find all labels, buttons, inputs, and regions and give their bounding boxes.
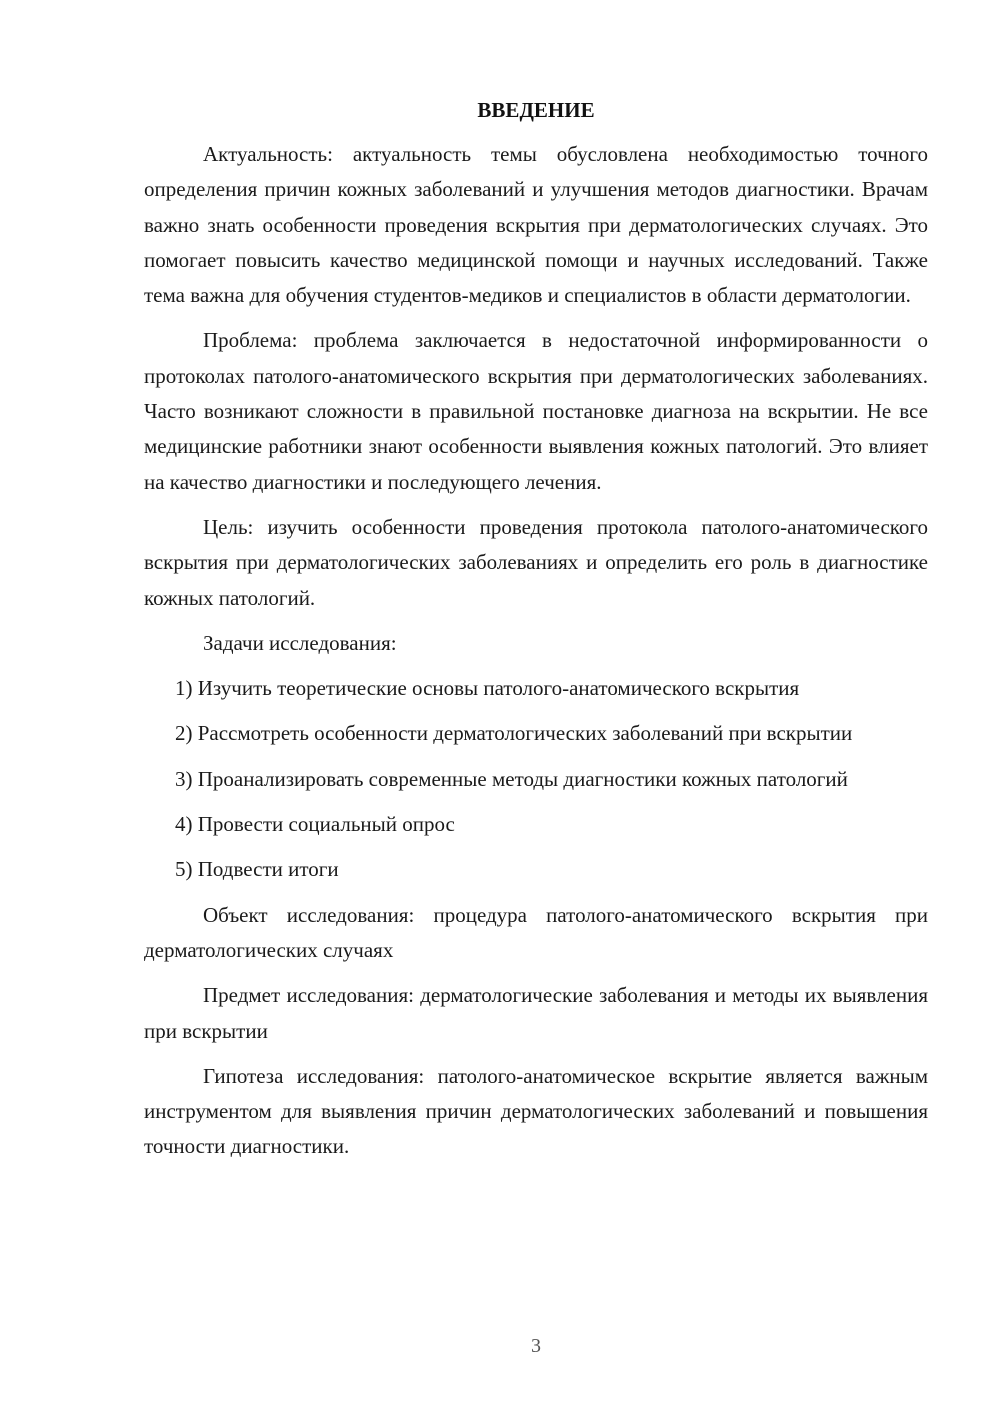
paragraph-hypothesis: Гипотеза исследования: патолого-анатомическое вскрытие является важным инструментом для выявления причин дерматологических заболеваний и повышения точности диагностики. xyxy=(144,1063,928,1159)
paragraph-object: Объект исследования: процедура патолого-анатомического вскрытия при дерматологических случаях xyxy=(144,902,928,962)
task-item-5: 5) Подвести итоги xyxy=(175,857,339,882)
task-item-2: 2) Рассмотреть особенности дерматологических заболеваний при вскрытии xyxy=(175,721,853,746)
task-item-4: 4) Провести социальный опрос xyxy=(175,812,455,837)
section-title: ВВЕДЕНИЕ xyxy=(477,98,595,122)
paragraph-subject: Предмет исследования: дерматологические заболевания и методы их выявления при вскрытии xyxy=(144,983,928,1043)
page-number: 3 xyxy=(531,1335,541,1357)
paragraph-goal: Цель: изучить особенности проведения протокола патолого-анатомического вскрытия при дерматологических заболеваниях и определить его роль в диагностике кожных патологий. xyxy=(144,514,928,610)
tasks-heading: Задачи исследования: xyxy=(203,630,397,655)
page-body xyxy=(144,97,928,1175)
paragraph-relevance: Актуальность: актуальность темы обусловлена необходимостью точного определения причин кожных заболеваний и улучшения методов диагностики. Врачам важно знать особенности проведения вскрытия при дерматологических случаях. Это помогает повысить качество медицинской помощи и научных исследований. Также тема важна для обучения студентов-медиков и специалистов в области дерматологии. xyxy=(144,142,928,308)
task-item-3: 3) Проанализировать современные методы диагностики кожных патологий xyxy=(175,766,848,791)
paragraph-problem: Проблема: проблема заключается в недостаточной информированности о протоколах патолого-анатомического вскрытия при дерматологических заболеваниях. Часто возникают сложности в правильной постановке диагноза на вскрытии. Не все медицинские работники знают особенности выявления кожных патологий. Это влияет на качество диагностики и последующего лечения. xyxy=(144,328,928,494)
task-item-1: 1) Изучить теоретические основы патолого-анатомического вскрытия xyxy=(175,676,800,701)
